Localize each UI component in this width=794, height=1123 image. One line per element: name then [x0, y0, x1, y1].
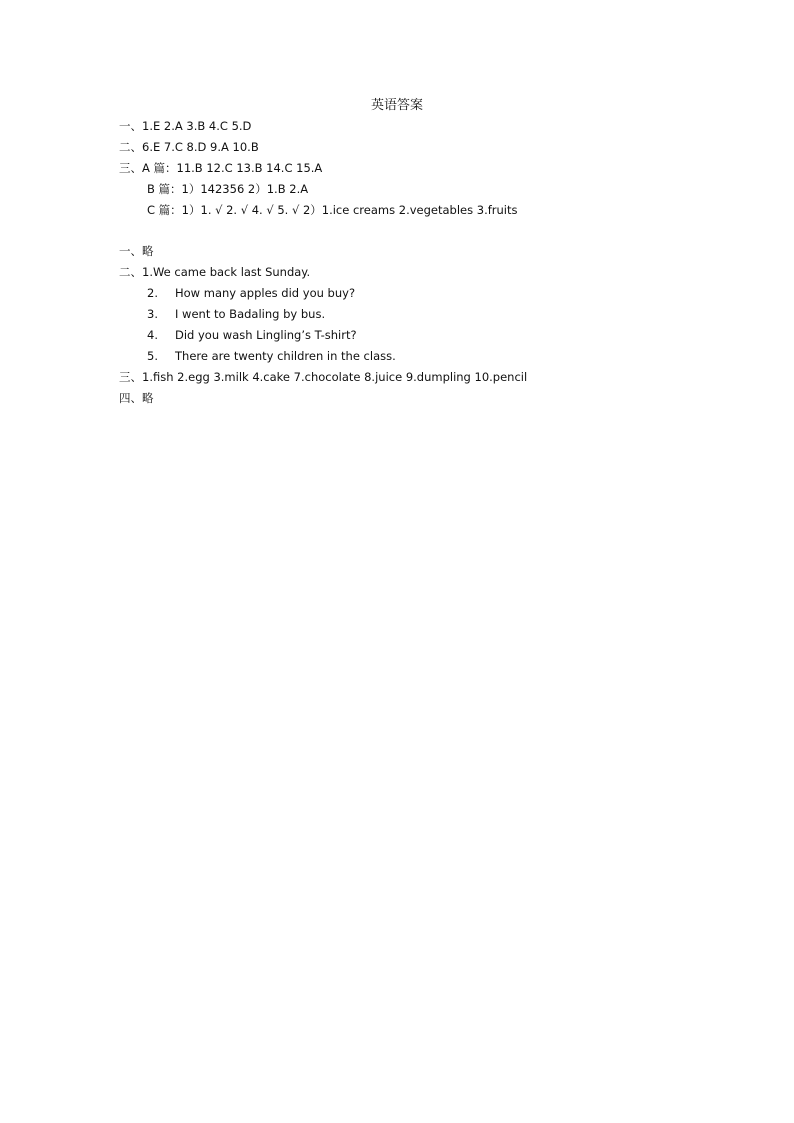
list-item-number: 4.	[147, 328, 158, 342]
list-item-text: There are twenty children in the class.	[175, 349, 396, 363]
section-three-answers: 三、1.fish 2.egg 3.milk 4.cake 7.chocolate 8.juice 9.dumpling 10.pencil	[119, 370, 528, 384]
list-item-text: I went to Badaling by bus.	[175, 307, 326, 321]
page-title: 英语答案	[370, 98, 423, 113]
list-item-number: 5.	[147, 349, 158, 363]
section-one-omitted: 一、略	[119, 244, 154, 258]
list-item	[147, 309, 325, 321]
answer-line-2: 二、6.E 7.C 8.D 9.A 10.B	[119, 140, 259, 154]
list-item	[147, 288, 355, 300]
section-two-heading: 二、1.We came back last Sunday.	[119, 265, 311, 279]
list-item-text: How many apples did you buy?	[175, 286, 356, 300]
list-item	[147, 351, 396, 363]
list-item-number: 3.	[147, 307, 158, 321]
answer-line-1: 一、1.E 2.A 3.B 4.C 5.D	[119, 119, 252, 133]
answer-line-5: C 篇：1）1. √ 2. √ 4. √ 5. √ 2）1.ice creams 2.vegetables 3.fruits	[147, 203, 518, 217]
list-item	[147, 330, 357, 342]
list-item-number: 2.	[147, 286, 158, 300]
section-four-omitted: 四、略	[119, 391, 154, 405]
list-item-text: Did you wash Lingling’s T-shirt?	[175, 328, 357, 342]
answer-line-4: B 篇：1）142356 2）1.B 2.A	[147, 182, 309, 196]
answer-line-3: 三、A 篇：11.B 12.C 13.B 14.C 15.A	[119, 161, 323, 175]
